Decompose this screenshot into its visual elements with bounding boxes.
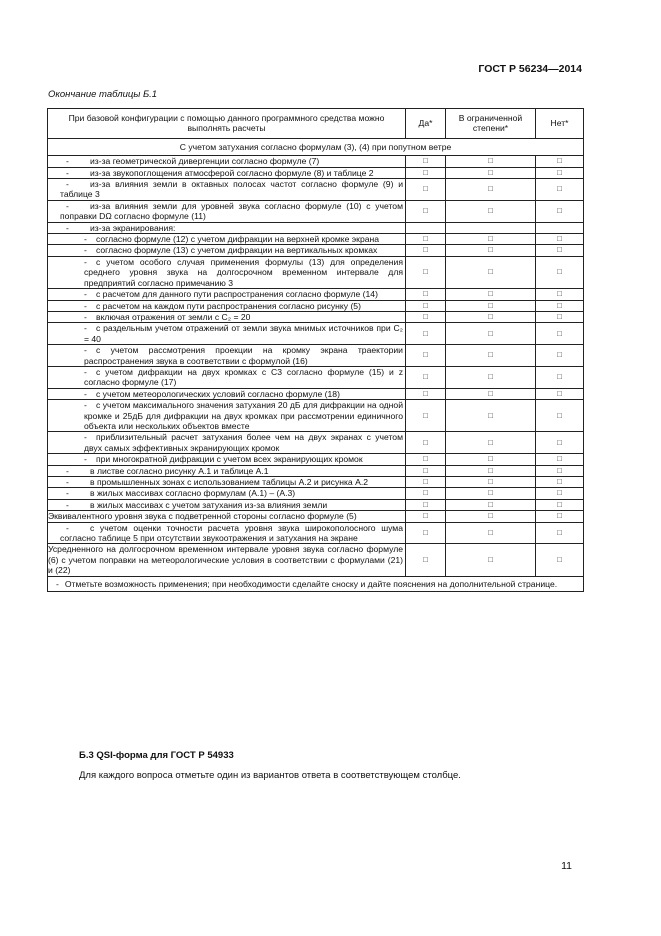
table-row: [48, 544, 584, 576]
row-text: в листве согласно рисунку А.1 и таблице А.1: [90, 465, 269, 476]
table-row: [48, 499, 584, 510]
checkbox-yes[interactable]: □: [406, 234, 446, 245]
checkbox-limited[interactable]: □: [446, 511, 536, 522]
dash-marker: -: [66, 522, 69, 533]
dash-marker: -: [66, 499, 69, 510]
checkbox-yes[interactable]: □: [406, 388, 446, 399]
checkbox-no[interactable]: □: [536, 234, 584, 245]
checkbox-limited[interactable]: □: [446, 522, 536, 544]
qsi-table: [47, 108, 584, 592]
checkbox-no[interactable]: □: [536, 179, 584, 201]
table-row: [48, 289, 584, 300]
checkbox-limited[interactable]: □: [446, 179, 536, 201]
checkbox-no[interactable]: □: [536, 366, 584, 388]
section-row: [48, 138, 584, 155]
row-text: с учетом рассмотрения проекции на кромку экрана траектории распространения звука в соответствии с формулой (16): [84, 345, 403, 366]
row-description: [48, 432, 406, 454]
dash-marker: -: [84, 245, 87, 256]
row-text: с расчетом для данного пути распространения согласно формуле (14): [96, 289, 378, 300]
checkbox-yes[interactable]: □: [406, 300, 446, 311]
row-description: [48, 245, 406, 256]
dash-marker: -: [84, 234, 87, 245]
table-row: [48, 156, 584, 167]
checkbox-no[interactable]: □: [536, 499, 584, 510]
checkbox-no[interactable]: □: [536, 488, 584, 499]
table-caption: Окончание таблицы Б.1: [48, 89, 158, 100]
table-row: [48, 465, 584, 476]
checkbox-limited[interactable]: □: [446, 289, 536, 300]
row-text: в жилых массивах согласно формулам (А.1) – (А.3): [90, 488, 296, 499]
dash-marker: -: [66, 465, 69, 476]
table-row: [48, 245, 584, 256]
checkbox-yes[interactable]: □: [406, 488, 446, 499]
table-row: [48, 200, 584, 222]
row-text: с расчетом на каждом пути распространения согласно рисунку (5): [96, 300, 361, 311]
dash-marker: -: [84, 400, 87, 411]
page-number: 11: [561, 860, 572, 872]
table-row: [48, 432, 584, 454]
row-description: [48, 388, 406, 399]
checkbox-no[interactable]: □: [536, 511, 584, 522]
checkbox-yes[interactable]: □: [406, 511, 446, 522]
row-description: [48, 179, 406, 201]
checkbox-limited[interactable]: □: [446, 200, 536, 222]
checkbox-no[interactable]: □: [536, 544, 584, 576]
table-row: [48, 256, 584, 288]
row-description: [48, 522, 406, 544]
checkbox-yes[interactable]: □: [406, 179, 446, 201]
header-desc: При базовой конфигурации с помощью данного программного средства можно выполнять расчеты: [48, 109, 406, 139]
checkbox-yes[interactable]: □: [406, 544, 446, 576]
row-text: приблизительный расчет затухания более чем на двух экранах с учетом двух самых эффективных экранирующих кромок: [84, 432, 403, 453]
checkbox-yes[interactable]: □: [406, 200, 446, 222]
dash-marker: -: [84, 323, 87, 334]
row-text: с учетом дифракции на двух кромках с C3 согласно формуле (15) и z согласно формуле (17): [84, 366, 403, 388]
dash-marker: -: [66, 200, 69, 211]
row-text: в промышленных зонах с использованием таблицы А.2 и рисунка А.2: [90, 477, 368, 487]
table-row: [48, 388, 584, 399]
checkbox-no[interactable]: □: [536, 522, 584, 544]
checkbox-yes[interactable]: □: [406, 156, 446, 167]
checkbox-limited[interactable]: □: [446, 544, 536, 576]
checkbox-limited[interactable]: □: [446, 323, 536, 345]
dash-marker: -: [84, 366, 87, 377]
checkbox-no[interactable]: □: [536, 345, 584, 367]
dash-marker: -: [84, 256, 87, 267]
header-limited: В ограниченной степени*: [446, 109, 536, 139]
row-text: при многократной дифракции с учетом всех экранирующих кромок: [96, 454, 363, 465]
table-row: [48, 311, 584, 322]
section-b3-text: Для каждого вопроса отметьте один из вариантов ответа в соответствующем столбце.: [79, 770, 461, 781]
checkbox-no[interactable]: □: [536, 200, 584, 222]
dash-marker: -: [84, 289, 87, 300]
checkbox-yes[interactable]: □: [406, 245, 446, 256]
row-text: с учетом метеорологических условий согласно формуле (18): [96, 388, 340, 399]
checkbox-limited[interactable]: □: [446, 256, 536, 288]
table-header-row: [48, 109, 584, 139]
checkbox-no[interactable]: □: [536, 245, 584, 256]
row-text: согласно формуле (13) с учетом дифракции на вертикальных кромках: [96, 245, 378, 256]
row-description: [48, 465, 406, 476]
row-description: [48, 234, 406, 245]
footnote-row: [48, 576, 584, 591]
dash-marker: -: [84, 432, 87, 443]
row-description: [48, 300, 406, 311]
row-description: [48, 256, 406, 288]
header-no: Нет*: [536, 109, 584, 139]
checkbox-no[interactable]: □: [536, 167, 584, 178]
checkbox-limited: [446, 222, 536, 233]
checkbox-limited[interactable]: □: [446, 234, 536, 245]
checkbox-yes[interactable]: □: [406, 400, 446, 432]
checkbox-yes[interactable]: □: [406, 499, 446, 510]
checkbox-no[interactable]: □: [536, 323, 584, 345]
checkbox-limited[interactable]: □: [446, 388, 536, 399]
table-row: [48, 477, 584, 488]
checkbox-limited[interactable]: □: [446, 488, 536, 499]
checkbox-no[interactable]: □: [536, 432, 584, 454]
table-row: [48, 454, 584, 465]
checkbox-yes[interactable]: □: [406, 366, 446, 388]
row-description: [48, 167, 406, 178]
checkbox-no[interactable]: □: [536, 388, 584, 399]
checkbox-yes[interactable]: □: [406, 454, 446, 465]
dash-marker: -: [84, 300, 87, 311]
row-text: с раздельным учетом отражений от земли звука мнимых источников при C₂ = 40: [84, 323, 403, 344]
dash-marker: -: [84, 311, 87, 322]
checkbox-yes[interactable]: □: [406, 289, 446, 300]
checkbox-limited[interactable]: □: [446, 345, 536, 367]
row-text: согласно формуле (12) с учетом дифракции на верхней кромке экрана: [96, 234, 380, 245]
section-title: С учетом затухания согласно формулам (3), (4) при попутном ветре: [48, 138, 584, 155]
checkbox-yes[interactable]: □: [406, 311, 446, 322]
row-description: [48, 488, 406, 499]
checkbox-no: [536, 222, 584, 233]
row-description: [48, 345, 406, 367]
dash-marker: -: [66, 477, 69, 487]
checkbox-no[interactable]: □: [536, 400, 584, 432]
row-description: [48, 222, 406, 233]
row-text: Эквивалентного уровня звука с подветренной стороны согласно формуле (5): [48, 511, 357, 522]
footnote: [48, 576, 584, 591]
header-yes: Да*: [406, 109, 446, 139]
row-description: [48, 289, 406, 300]
checkbox-limited[interactable]: □: [446, 454, 536, 465]
dash-marker: -: [66, 156, 69, 167]
row-text: с учетом максимального значения затухания 20 дБ для дифракции на одной кромке и 25дБ для дифракции на двух кромках при рассмотрении единичного объекта или нескольких объектов вместе: [84, 400, 403, 431]
row-text: из-за экранирования:: [90, 222, 176, 233]
dash-marker: -: [84, 345, 87, 356]
checkbox-limited[interactable]: □: [446, 311, 536, 322]
dash-marker: -: [66, 222, 69, 233]
checkbox-no[interactable]: □: [536, 289, 584, 300]
row-text: с учетом особого случая применения формулы (13) для определения среднего уровня звука на долгосрочном временном интервале для предприятий согласно примечанию 3: [84, 256, 403, 288]
row-text: из-за влияния земли для уровней звука согласно формуле (10) с учетом поправки DΩ согласно формуле (11): [60, 200, 403, 222]
checkbox-no[interactable]: □: [536, 454, 584, 465]
row-description: [48, 477, 406, 488]
checkbox-yes[interactable]: □: [406, 522, 446, 544]
checkbox-limited[interactable]: □: [446, 400, 536, 432]
table-row: [48, 234, 584, 245]
checkbox-limited[interactable]: □: [446, 366, 536, 388]
row-description: [48, 200, 406, 222]
table-row: [48, 167, 584, 178]
checkbox-limited[interactable]: □: [446, 499, 536, 510]
checkbox-no[interactable]: □: [536, 256, 584, 288]
row-description: [48, 544, 406, 576]
checkbox-limited[interactable]: □: [446, 465, 536, 476]
checkbox-yes[interactable]: □: [406, 477, 446, 488]
row-description: [48, 511, 406, 522]
row-description: [48, 499, 406, 510]
row-description: [48, 366, 406, 388]
document-header: ГОСТ Р 56234—2014: [478, 63, 582, 75]
footnote-marker: -: [56, 578, 59, 589]
row-text: в жилых массивах с учетом затухания из-за влияния земли: [90, 499, 328, 510]
dash-marker: -: [66, 488, 69, 499]
row-text: из-за геометрической дивергенции согласно формуле (7): [90, 156, 320, 167]
dash-marker: -: [66, 179, 69, 190]
table-row: [48, 522, 584, 544]
checkbox-yes[interactable]: □: [406, 432, 446, 454]
footnote-text: Отметьте возможность применения; при необходимости сделайте сноску и дайте пояснения на дополнительной странице.: [64, 578, 558, 589]
row-description: [48, 311, 406, 322]
table-row: [48, 222, 584, 233]
table-row: [48, 179, 584, 201]
checkbox-yes[interactable]: □: [406, 323, 446, 345]
dash-marker: -: [66, 167, 69, 178]
checkbox-no[interactable]: □: [536, 156, 584, 167]
row-description: [48, 323, 406, 345]
row-description: [48, 454, 406, 465]
table-row: [48, 511, 584, 522]
table-row: [48, 366, 584, 388]
row-description: [48, 400, 406, 432]
row-text: Усредненного на долгосрочном временном интервале уровня звука согласно формуле (6) с учетом поправки на метеорологические условия в соответствии с формулами (21) и (22): [48, 544, 403, 576]
checkbox-no[interactable]: □: [536, 465, 584, 476]
table-row: [48, 323, 584, 345]
section-b3-title: Б.3 QSI-форма для ГОСТ Р 54933: [79, 750, 234, 761]
checkbox-no[interactable]: □: [536, 477, 584, 488]
checkbox-no[interactable]: □: [536, 311, 584, 322]
row-text: из-за звукопоглощения атмосферой согласно формуле (8) и таблице 2: [90, 167, 374, 178]
checkbox-yes[interactable]: □: [406, 345, 446, 367]
checkbox-limited[interactable]: □: [446, 167, 536, 178]
row-text: с учетом оценки точности расчета уровня звука широкополосного шума согласно таблице 5 при отсутствии звукоотражения и затухания на экране: [60, 522, 403, 544]
checkbox-yes[interactable]: □: [406, 167, 446, 178]
checkbox-limited[interactable]: □: [446, 477, 536, 488]
table-row: [48, 300, 584, 311]
row-description: [48, 156, 406, 167]
checkbox-limited[interactable]: □: [446, 245, 536, 256]
checkbox-yes: [406, 222, 446, 233]
table-row: [48, 488, 584, 499]
dash-marker: -: [84, 454, 87, 465]
row-text: включая отражения от земли с C₂ = 20: [96, 311, 251, 322]
dash-marker: -: [84, 388, 87, 399]
table-row: [48, 400, 584, 432]
row-text: из-за влияния земли в октавных полосах частот согласно формуле (9) и таблице 3: [60, 179, 403, 200]
checkbox-limited[interactable]: □: [446, 432, 536, 454]
table-row: [48, 345, 584, 367]
checkbox-yes[interactable]: □: [406, 256, 446, 288]
checkbox-limited[interactable]: □: [446, 156, 536, 167]
checkbox-no[interactable]: □: [536, 300, 584, 311]
checkbox-limited[interactable]: □: [446, 300, 536, 311]
checkbox-yes[interactable]: □: [406, 465, 446, 476]
